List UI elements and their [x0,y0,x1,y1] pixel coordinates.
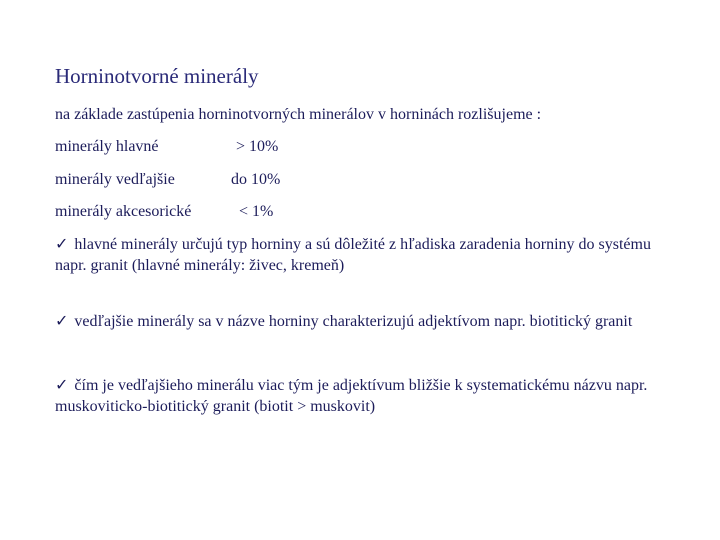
category-row-accessory [55,203,274,221]
category-name: minerály hlavné [55,138,159,155]
check-icon: ✓ [55,313,69,330]
intro-text: na základe zastúpenia horninotvorných minerálov v horninách rozlišujeme : [55,106,542,123]
category-name: minerály vedľajšie [55,171,175,188]
category-value: < 1% [239,203,274,220]
category-value: > 10% [236,138,279,155]
category-row-main [55,138,279,156]
bullet-item [55,375,675,417]
bullet-text: vedľajšie minerály sa v názve horniny charakterizujú adjektívom napr. biotitický granit [74,313,633,330]
slide-title: Horninotvorné minerály [55,64,259,88]
bullet-text: čím je vedľajšieho minerálu viac tým je adjektívum bližšie k systematickému názvu napr. muskoviticko-biotitický granit (biotit > muskovit) [55,377,648,415]
category-row-secondary [55,171,281,189]
bullet-item [55,234,675,276]
bullet-item [55,311,675,332]
check-icon: ✓ [55,236,69,253]
bullet-text: hlavné minerály určujú typ horniny a sú dôležité z hľadiska zaradenia horniny do systému napr. granit (hlavné minerály: živec, kremeň) [55,236,651,274]
check-icon: ✓ [55,377,69,394]
category-name: minerály akcesorické [55,203,192,220]
category-value: do 10% [231,171,281,188]
